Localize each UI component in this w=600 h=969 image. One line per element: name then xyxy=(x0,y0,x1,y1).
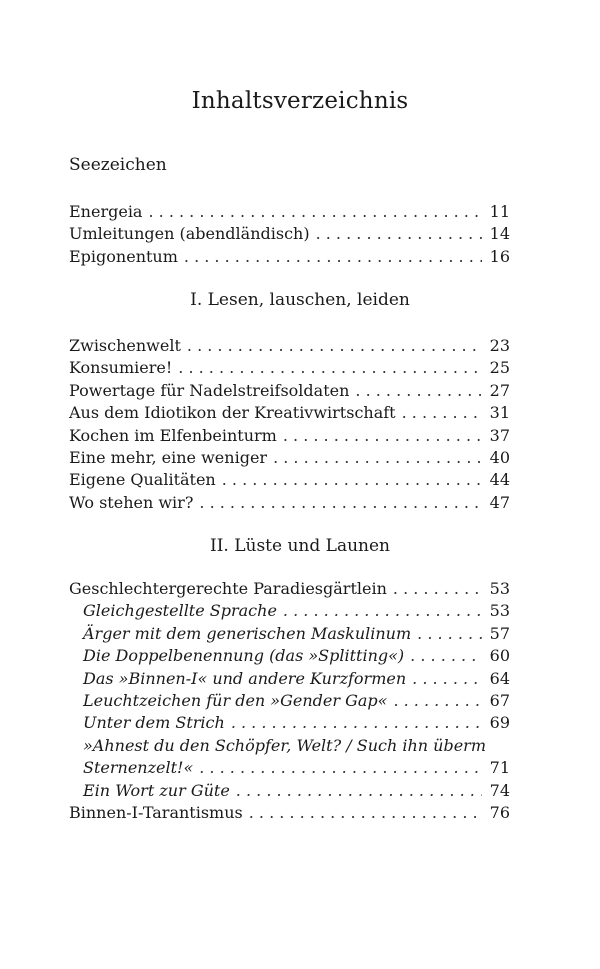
toc-entry[interactable] xyxy=(69,380,510,402)
leader-dots xyxy=(231,712,482,734)
entry-title: Die Doppelbenennung (das »Splitting«) xyxy=(83,646,405,666)
toc-entry[interactable] xyxy=(69,223,510,245)
page-number: 76 xyxy=(489,802,510,822)
page-title: Inhaltsverzeichnis xyxy=(191,88,409,114)
toc-entry[interactable] xyxy=(69,425,510,447)
entry-title: Unter dem Strich xyxy=(83,713,225,733)
toc-subentry[interactable] xyxy=(69,645,510,667)
toc-subentry[interactable] xyxy=(69,712,510,734)
leader-dots xyxy=(222,469,482,491)
page-number: 23 xyxy=(489,336,510,355)
toc-subentry-line1[interactable] xyxy=(69,735,510,757)
toc-subentry[interactable] xyxy=(69,668,510,690)
page-number: 31 xyxy=(489,403,510,423)
page-number: 69 xyxy=(489,713,510,733)
lead-entries xyxy=(69,201,510,268)
leader-dots xyxy=(393,578,482,600)
page-number: 64 xyxy=(489,668,510,688)
leader-dots xyxy=(410,645,482,667)
toc-entry[interactable] xyxy=(69,447,510,469)
entry-title: Ärger mit dem generischen Maskulinum xyxy=(83,623,412,643)
toc-entry[interactable] xyxy=(69,492,510,514)
leader-dots xyxy=(199,757,482,779)
entry-title: Umleitungen (abendländisch) xyxy=(69,224,310,244)
leader-dots xyxy=(199,492,482,514)
toc-entry[interactable] xyxy=(69,802,510,824)
leader-dots xyxy=(417,623,482,645)
leader-dots xyxy=(273,447,482,469)
toc-entry[interactable] xyxy=(69,335,510,357)
page-number: 40 xyxy=(489,447,510,467)
page-number: 37 xyxy=(489,425,510,445)
leader-dots xyxy=(316,223,482,245)
toc-subentry[interactable] xyxy=(69,623,510,645)
leader-dots xyxy=(178,357,482,379)
leader-dots xyxy=(283,425,482,447)
toc-entry[interactable] xyxy=(69,357,510,379)
section-heading-1: I. Lesen, lauschen, leiden xyxy=(190,290,410,310)
page-number: 14 xyxy=(489,224,510,244)
toc-subentry[interactable] xyxy=(69,780,510,802)
page-number: 11 xyxy=(489,202,510,221)
entry-title: Energeia xyxy=(69,202,143,221)
toc-entry[interactable] xyxy=(69,402,510,424)
page-number: 16 xyxy=(489,246,510,266)
toc-entry[interactable] xyxy=(69,246,510,268)
leader-dots xyxy=(283,600,482,622)
entry-title: Eine mehr, eine weniger xyxy=(69,447,268,467)
entry-title: Epigonentum xyxy=(69,246,178,266)
section1-entries xyxy=(69,335,510,514)
toc-entry[interactable] xyxy=(69,578,510,600)
entry-title: Das »Binnen-I« und andere Kurzformen xyxy=(83,668,407,688)
entry-title: Geschlechtergerechte Paradiesgärtlein xyxy=(69,579,387,598)
page-number: 53 xyxy=(489,601,510,621)
entry-title-line1: »Ahnest du den Schöpfer, Welt? / Such ihn überm xyxy=(83,735,486,755)
page-number: 57 xyxy=(489,623,510,643)
leader-dots xyxy=(184,246,482,268)
entry-title: Wo stehen wir? xyxy=(69,492,194,512)
entry-title-line2: Sternenzelt!« xyxy=(83,758,194,778)
entry-title: Gleichgestellte Sprache xyxy=(83,601,277,621)
entry-title: Leuchtzeichen für den »Gender Gap« xyxy=(83,690,388,710)
page-number: 25 xyxy=(489,358,510,378)
page-number: 60 xyxy=(489,646,510,666)
entry-title: Aus dem Idiotikon der Kreativwirtschaft xyxy=(69,403,396,423)
page-number: 53 xyxy=(489,579,510,598)
leader-dots xyxy=(402,402,482,424)
page-number: 27 xyxy=(489,380,510,400)
leader-dots xyxy=(393,690,482,712)
entry-title: Eigene Qualitäten xyxy=(69,470,216,490)
entry-title: Powertage für Nadelstreifsoldaten xyxy=(69,380,350,400)
entry-title: Konsumiere! xyxy=(69,358,173,378)
page-number: 47 xyxy=(489,492,510,512)
leader-dots xyxy=(187,335,482,357)
page-number: 74 xyxy=(489,780,510,800)
entry-title: Kochen im Elfenbeinturm xyxy=(69,425,277,445)
page-number: 67 xyxy=(489,690,510,710)
entry-title: Ein Wort zur Güte xyxy=(83,780,230,800)
toc-entry[interactable] xyxy=(69,469,510,491)
leader-dots xyxy=(355,380,482,402)
leader-dots xyxy=(412,668,482,690)
page-number: 44 xyxy=(489,470,510,490)
toc-subentry[interactable] xyxy=(69,600,510,622)
lead-section-heading: Seezeichen xyxy=(69,155,167,175)
section2-entries xyxy=(69,578,510,824)
leader-dots xyxy=(236,780,482,802)
toc-subentry[interactable] xyxy=(69,690,510,712)
section-heading-2: II. Lüste und Launen xyxy=(209,536,390,556)
leader-dots xyxy=(249,802,482,824)
toc-subentry-line2[interactable] xyxy=(69,757,510,779)
entry-title: Binnen-I-Tarantismus xyxy=(69,802,243,822)
entry-title: Zwischenwelt xyxy=(69,336,181,355)
page-number: 71 xyxy=(489,758,510,778)
leader-dots xyxy=(148,201,482,223)
toc-entry[interactable] xyxy=(69,201,510,223)
